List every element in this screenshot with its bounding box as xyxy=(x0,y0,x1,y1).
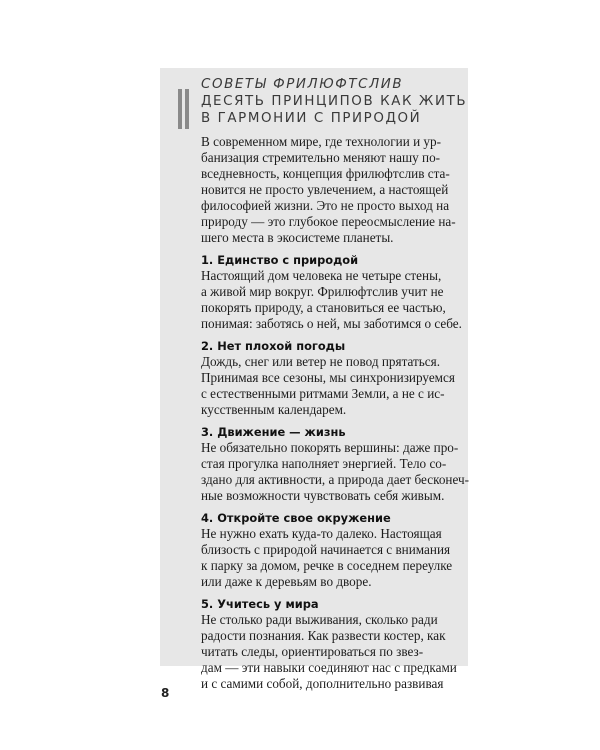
section-title: 3. Движение — жизнь xyxy=(201,425,346,439)
text-line: радости познания. Как развести костер, как xyxy=(201,628,446,643)
accent-bar-left xyxy=(178,89,182,129)
intro-paragraph xyxy=(201,134,461,246)
section-3 xyxy=(201,424,470,504)
text-line: а живой мир вокруг. Фрилюфтслив учит не xyxy=(201,284,444,299)
text-line: природу — это глубокое переосмысление на- xyxy=(201,214,456,229)
box-body xyxy=(201,134,470,692)
box-heading xyxy=(201,77,468,127)
text-line: ные возможности чувствовать себя живым. xyxy=(201,488,445,503)
text-line: стая прогулка наполняет энергией. Тело со- xyxy=(201,456,447,471)
text-line: с естественными ритмами Земли, а не с ис- xyxy=(201,386,445,401)
text-line: философией жизни. Это не просто выход на xyxy=(201,198,450,213)
section-4 xyxy=(201,510,461,590)
section-5 xyxy=(201,596,461,692)
text-line: кусственным календарем. xyxy=(201,402,347,417)
text-line: новится не просто увлечением, а настоящей xyxy=(201,182,449,197)
sidebar-box xyxy=(160,68,470,691)
box-subtitle-line-2: В ГАРМОНИИ С ПРИРОДОЙ xyxy=(201,110,422,126)
page-number: 8 xyxy=(161,686,170,700)
text-line: покорять природу, а становиться ее частью, xyxy=(201,300,446,315)
text-line: близость с природой начинается с внимания xyxy=(201,542,451,557)
text-line: шего места в экосистеме планеты. xyxy=(201,230,394,245)
text-line: дам — эти навыки соединяют нас с предками xyxy=(201,660,457,675)
text-line: или даже к деревьям во дворе. xyxy=(201,574,372,589)
text-line: Не столько ради выживания, сколько ради xyxy=(201,612,438,627)
text-line: и с самими собой, дополнительно развивая xyxy=(201,676,444,691)
text-line: вседневность, концепция фрилюфтслив ста- xyxy=(201,166,450,181)
text-line: Дождь, снег или ветер не повод прятаться. xyxy=(201,354,441,369)
section-title: 5. Учитесь у мира xyxy=(201,597,319,611)
section-1 xyxy=(201,252,461,332)
box-title: СОВЕТЫ ФРИЛЮФТСЛИВ xyxy=(201,77,404,92)
text-line: Не обязательно покорять вершины: даже про- xyxy=(201,440,459,455)
section-title: 4. Откройте свое окружение xyxy=(201,511,391,525)
text-line: Принимая все сезоны, мы синхронизируемся xyxy=(201,370,455,385)
text-line: В современном мире, где технологии и ур- xyxy=(201,134,442,149)
section-2 xyxy=(201,338,461,418)
text-line: к парку за домом, речке в соседнем переулке xyxy=(201,558,453,573)
box-subtitle-line-1: ДЕСЯТЬ ПРИНЦИПОВ КАК ЖИТЬ xyxy=(201,93,468,109)
text-line: Не нужно ехать куда-то далеко. Настоящая xyxy=(201,526,442,541)
section-title: 2. Нет плохой погоды xyxy=(201,339,346,353)
text-line: понимая: заботясь о ней, мы заботимся о себе. xyxy=(201,316,462,331)
text-line: банизация стремительно меняют нашу по- xyxy=(201,150,441,165)
accent-bar-right xyxy=(185,89,189,129)
text-line: Настоящий дом человека не четыре стены, xyxy=(201,268,442,283)
section-title: 1. Единство с природой xyxy=(201,253,359,267)
text-line: читать следы, ориентироваться по звез- xyxy=(201,644,424,659)
text-line: здано для активности, а природа дает бесконеч- xyxy=(201,472,470,487)
